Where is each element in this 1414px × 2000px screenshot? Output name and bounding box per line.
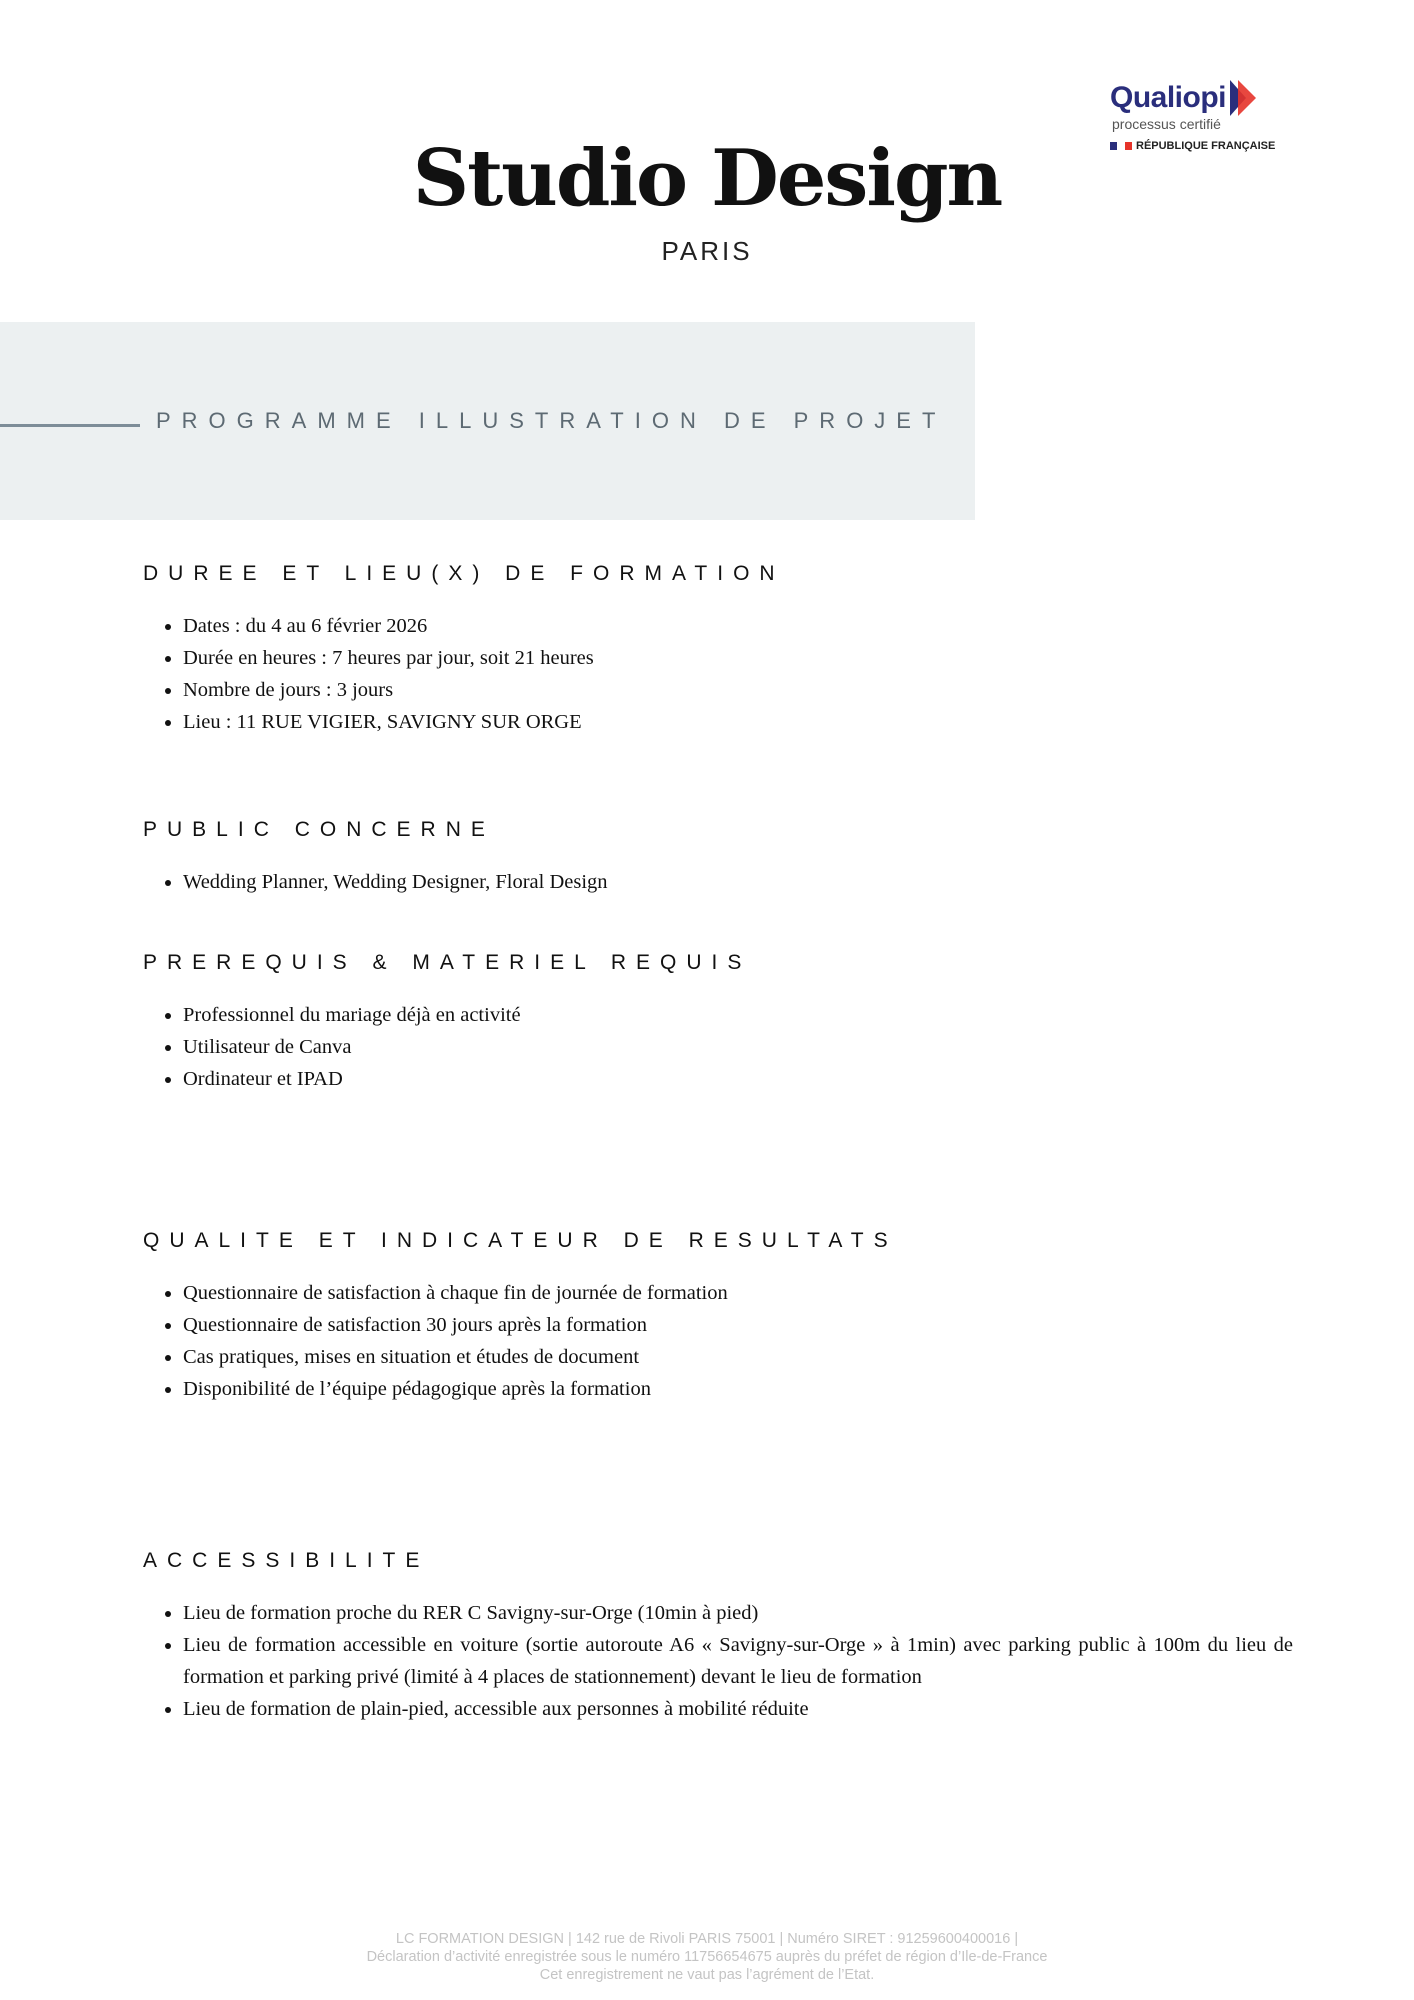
brand-subtitle: PARIS: [661, 236, 753, 266]
qualiopi-arrows-icon: [1228, 78, 1258, 118]
section-heading: DUREE ET LIEU(X) DE FORMATION: [143, 562, 785, 585]
brand-title: Studio Design: [412, 133, 1002, 224]
bullet-list: [143, 1277, 1293, 1405]
bullet-list: [143, 999, 1293, 1095]
section-prerequisites: [143, 951, 1293, 1095]
section-heading: PREREQUIS & MATERIEL REQUIS: [143, 951, 752, 974]
section-quality-indicators: [143, 1229, 1293, 1405]
section-heading: QUALITE ET INDICATEUR DE RESULTATS: [143, 1229, 898, 1252]
section-audience: [143, 818, 1293, 898]
list-item: • Ordinateur et IPAD: [183, 1063, 1293, 1095]
footer-declaration-line: Déclaration d’activité enregistrée sous le numéro 11756654675 auprès du préfet de région d’Ile-de-France: [366, 1949, 1048, 1965]
brand-logo: [0, 133, 1414, 267]
list-item: • Lieu : 11 RUE VIGIER, SAVIGNY SUR ORGE: [183, 706, 1293, 738]
qualiopi-name: Qualiopi: [1110, 81, 1226, 114]
footer-company-line: LC FORMATION DESIGN | 142 rue de Rivoli PARIS 75001 | Numéro SIRET : 91259600400016 |: [395, 1931, 1019, 1947]
list-item: • Lieu de formation proche du RER C Savigny-sur-Orge (10min à pied): [183, 1597, 1293, 1629]
bullet-list: [143, 866, 1293, 898]
section-heading: ACCESSIBILITE: [143, 1549, 430, 1572]
program-title: PROGRAMME ILLUSTRATION DE PROJET: [156, 408, 947, 433]
list-item: • Dates : du 4 au 6 février 2026: [183, 610, 1293, 642]
list-item: • Nombre de jours : 3 jours: [183, 674, 1293, 706]
qualiopi-certification-logo: [1110, 78, 1290, 152]
banner-divider-line: [0, 424, 140, 427]
republique-francaise-label: RÉPUBLIQUE FRANÇAISE: [1136, 140, 1276, 152]
list-item: • Disponibilité de l’équipe pédagogique après la formation: [183, 1373, 1293, 1405]
legal-footer: [0, 1930, 1414, 1984]
list-item: • Professionnel du mariage déjà en activité: [183, 999, 1293, 1031]
list-item: • Lieu de formation accessible en voiture (sortie autoroute A6 « Savigny-sur-Orge » à 1min) avec parking public à 100m du lieu de formation et parking privé (limité à 4 places de stationnement) devant le lieu de formation: [183, 1629, 1293, 1693]
program-banner: [0, 322, 975, 520]
bullet-list: [143, 610, 1293, 738]
list-item: • Questionnaire de satisfaction 30 jours après la formation: [183, 1309, 1293, 1341]
list-item: • Lieu de formation de plain-pied, accessible aux personnes à mobilité réduite: [183, 1693, 1293, 1725]
section-accessibility: [143, 1549, 1293, 1725]
republique-francaise-mark: [1110, 140, 1290, 152]
section-heading: PUBLIC CONCERNE: [143, 818, 495, 841]
bullet-list: [143, 1597, 1293, 1725]
qualiopi-tagline: processus certifié: [1112, 116, 1221, 132]
list-item: • Questionnaire de satisfaction à chaque fin de journée de formation: [183, 1277, 1293, 1309]
french-flag-icon: [1110, 142, 1132, 150]
section-duration-location: [143, 562, 1293, 738]
list-item: • Cas pratiques, mises en situation et études de document: [183, 1341, 1293, 1373]
list-item: • Utilisateur de Canva: [183, 1031, 1293, 1063]
list-item: • Wedding Planner, Wedding Designer, Floral Design: [183, 866, 1293, 898]
footer-disclaimer-line: Cet enregistrement ne vaut pas l’agrément de l’Etat.: [539, 1967, 875, 1983]
list-item: • Durée en heures : 7 heures par jour, soit 21 heures: [183, 642, 1293, 674]
